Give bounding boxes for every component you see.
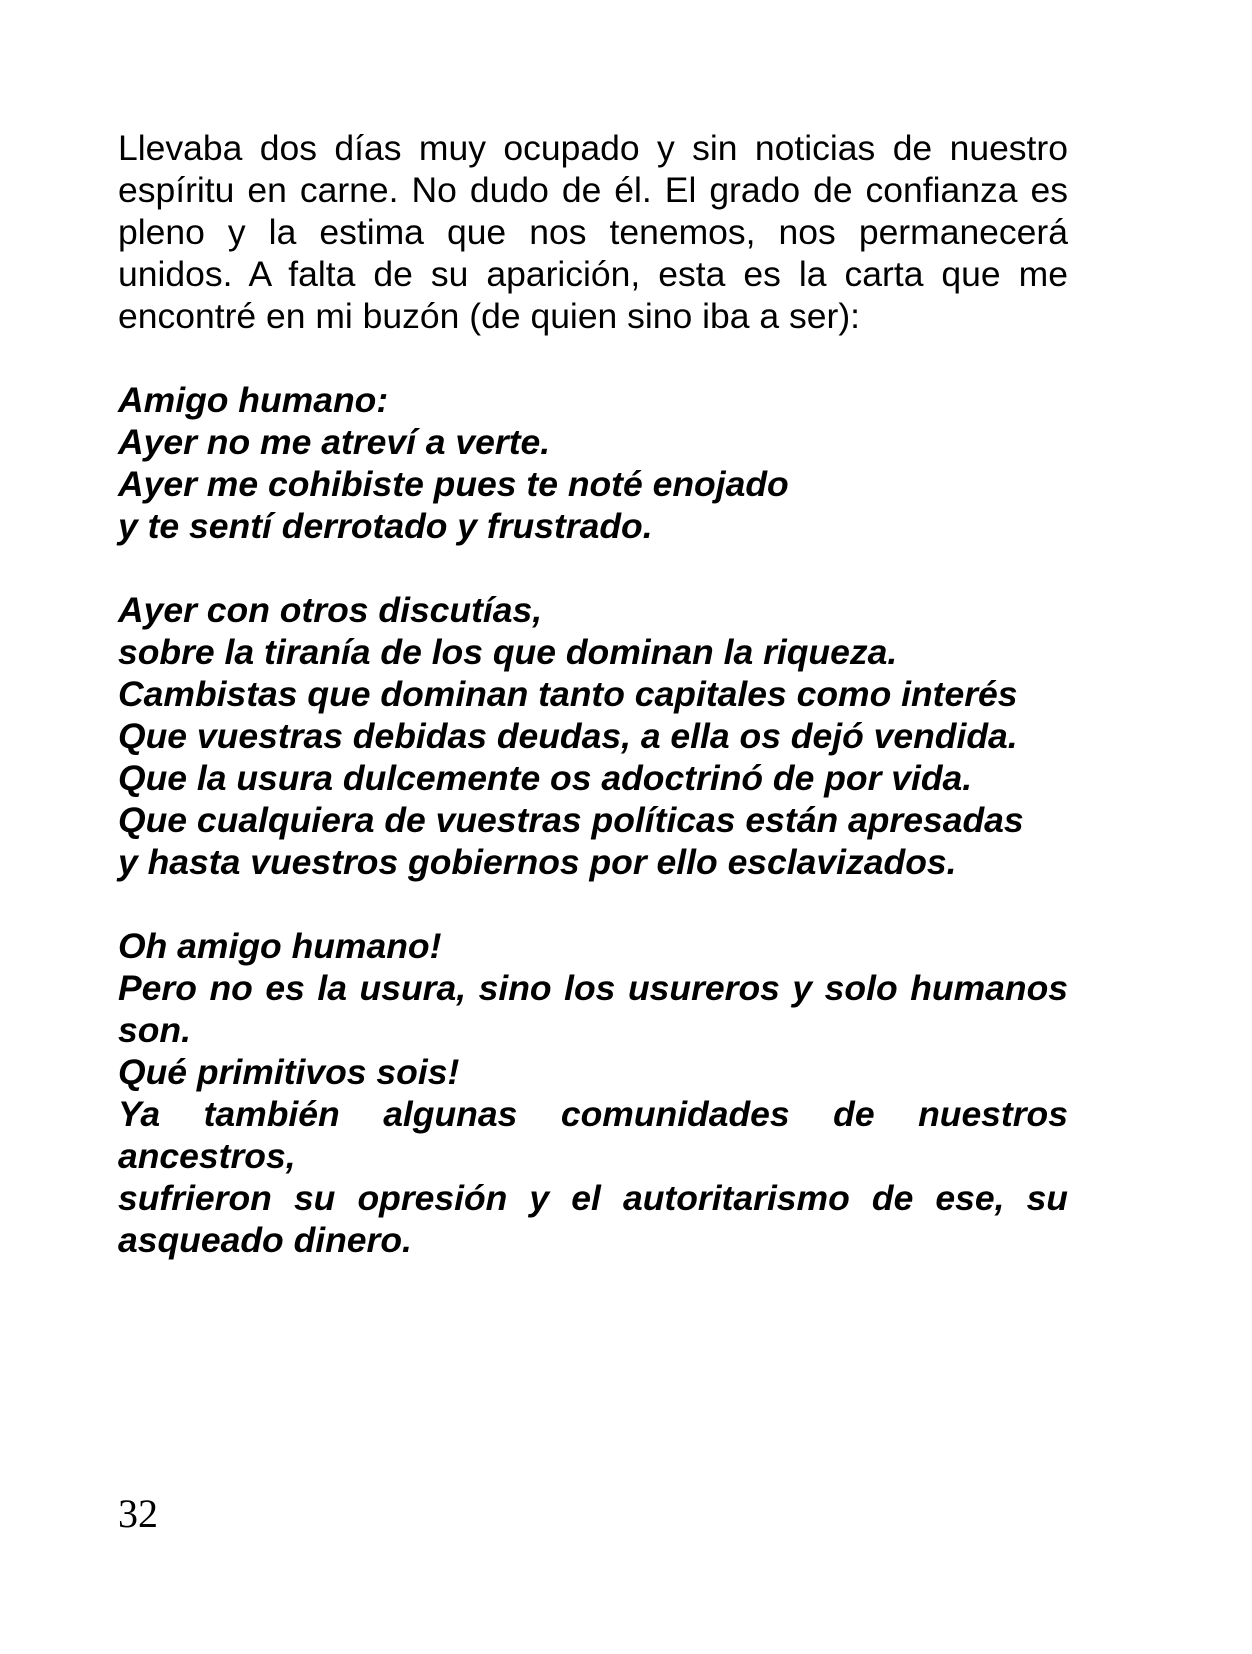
letter-line: y hasta vuestros gobiernos por ello esclavizados. [118,842,957,882]
letter-line: Ayer me cohibiste pues te noté enojado [118,464,789,504]
letter-stanza-2 [118,589,1068,883]
letter-line: Que cualquiera de vuestras políticas están apresadas [118,800,1024,840]
intro-paragraph [118,127,1068,337]
letter-line: sobre la tiranía de los que dominan la riqueza. [118,632,898,672]
letter-line: sufrieron su opresión y el autoritarismo de ese, su asqueado dinero. [118,1178,1068,1260]
letter-line: Ayer con otros discutías, [118,590,543,630]
page-content [118,127,1068,1261]
letter-stanza-3 [118,925,1068,1261]
letter-line: Que la usura dulcemente os adoctrinó de por vida. [118,758,973,798]
letter-line: Ya también algunas comunidades de nuestros ancestros, [118,1094,1068,1176]
letter-line: Oh amigo humano! [118,926,442,966]
letter-line: Cambistas que dominan tanto capitales como interés [118,674,1018,714]
letter-line: Ayer no me atreví a verte. [118,422,551,462]
page-number: 32 [118,1491,158,1536]
intro-text: Llevaba dos días muy ocupado y sin noticias de nuestro espíritu en carne. No dudo de él. El grado de confianza es pleno y la estima que nos tenemos, nos permanecerá unidos. A falta de su aparición, esta es la carta que me encontré en mi buzón (de quien sino iba a ser): [118,128,1068,336]
letter-line: Que vuestras debidas deudas, a ella os dejó vendida. [118,716,1018,756]
letter-line: Amigo humano: [118,380,389,420]
letter-stanza-1 [118,379,1068,547]
letter-line: Pero no es la usura, sino los usureros y solo humanos son. [118,968,1068,1050]
letter-line: Qué primitivos sois! [118,1052,460,1092]
letter-line: y te sentí derrotado y frustrado. [118,506,653,546]
